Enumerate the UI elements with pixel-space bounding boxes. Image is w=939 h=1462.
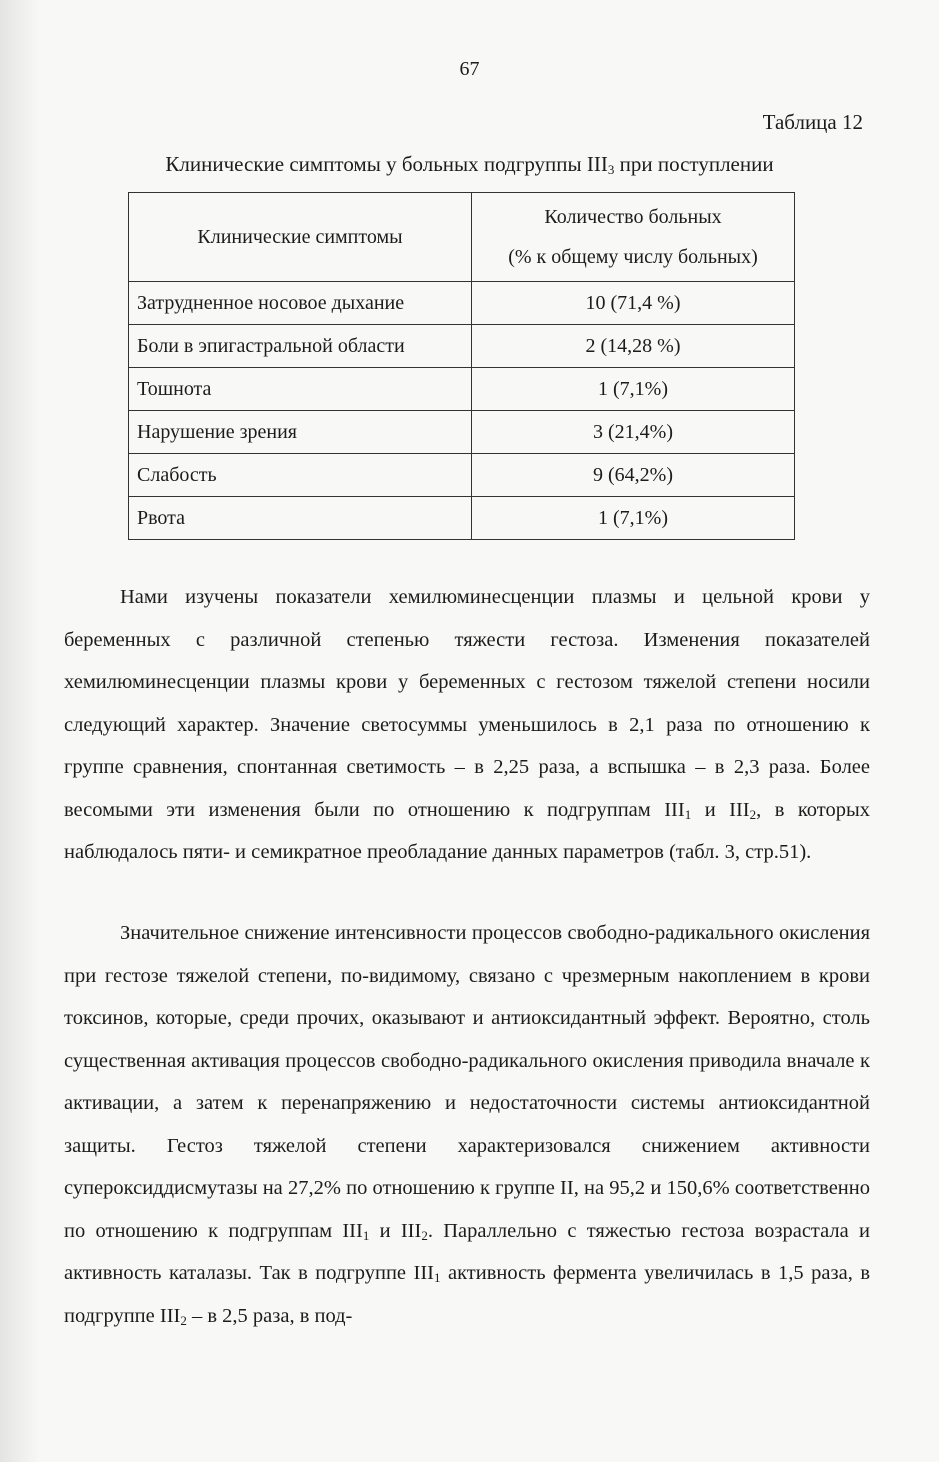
- table-row: [129, 454, 795, 497]
- text-run: и III: [691, 798, 750, 821]
- header-count-line2: (% к общему числу больных): [508, 246, 758, 268]
- paragraph-text: [64, 912, 870, 1337]
- table-row: [129, 325, 795, 368]
- scan-edge-shadow: [0, 0, 40, 1462]
- header-symptoms: Клинические симптомы: [129, 193, 472, 282]
- body-paragraph-2: [64, 912, 870, 1337]
- subscript: 2: [421, 1227, 428, 1243]
- header-count: [472, 193, 795, 282]
- count-cell: 3 (21,4%): [472, 411, 795, 454]
- paragraph-text: [64, 576, 870, 874]
- table-row: [129, 368, 795, 411]
- symptom-cell: Затрудненное носовое дыхание: [129, 282, 472, 325]
- text-run: , в которых наблюдалось пяти- и семикратное преобладание данных параметров (табл. 3, стр.51).: [64, 798, 870, 863]
- subscript: 1: [684, 806, 692, 822]
- text-run: и III: [369, 1219, 422, 1242]
- table-row: [129, 411, 795, 454]
- table-title-text: Клинические симптомы у больных подгруппы III: [165, 152, 608, 176]
- count-cell: 1 (7,1%): [472, 368, 795, 411]
- table-header-row: [129, 193, 795, 282]
- symptom-cell: Слабость: [129, 454, 472, 497]
- count-cell: 9 (64,2%): [472, 454, 795, 497]
- page-number: 67: [459, 58, 480, 80]
- table-title: [0, 152, 939, 177]
- text-run: Нами изучены показатели хемилюминесценции плазмы и цельной крови у беременных с различной степенью тяжести гестоза. Изменения показателей хемилюминесценции плазмы крови у беременных с гестозом тяжелой степени носили следующий характер. Значение светосуммы уменьшилось в 2,1 раза по отношению к группе сравнения, спонтанная светимость – в 2,25 раза, а вспышка – в 2,3 раза. Более весомыми эти изменения были по отношению к подгруппам III: [64, 586, 870, 821]
- count-cell: 2 (14,28 %): [472, 325, 795, 368]
- text-run: активность фермента увеличилась в 1,5 раза, в подгруппе III: [64, 1262, 870, 1327]
- text-run: . Параллельно с тяжестью гестоза возрастала и активность каталазы. Так в подгруппе III: [64, 1219, 871, 1284]
- symptom-cell: Рвота: [129, 497, 472, 540]
- table-title-text-end: при поступлении: [614, 152, 774, 176]
- subscript: 2: [180, 1312, 187, 1328]
- symptoms-table: [128, 192, 795, 540]
- subscript: 1: [434, 1270, 441, 1285]
- table-title-subscript: 3: [607, 162, 615, 177]
- table-label: Таблица 12: [762, 110, 863, 134]
- subscript: 1: [362, 1227, 370, 1243]
- text-run: Значительное снижение интенсивности процессов свободно-радикального окисления при гестозе тяжелой степени, по-видимому, связано с чрезмерным накоплением в крови токсинов, которые, среди прочих, оказывают и антиоксидантный эффект. Вероятно, столь существенная активация процессов свободно-радикального окисления приводила вначале к активации, а затем к перенапряжению и недостаточности системы антиоксидантной защиты. Гестоз тяжелой степени характеризовался снижением активности супероксиддисмутазы на 27,2% по отношению к группе II, на 95,2 и 150,6% соответственно по отношению к подгруппам III: [64, 922, 870, 1242]
- count-cell: 10 (71,4 %): [472, 282, 795, 325]
- symptom-cell: Тошнота: [129, 368, 472, 411]
- text-run: – в 2,5 раза, в под-: [186, 1304, 353, 1327]
- body-paragraph-1: [64, 576, 870, 874]
- count-cell: 1 (7,1%): [472, 497, 795, 540]
- symptom-cell: Боли в эпигастральной области: [129, 325, 472, 368]
- table-row: [129, 497, 795, 540]
- table-row: [129, 282, 795, 325]
- symptom-cell: Нарушение зрения: [129, 411, 472, 454]
- header-count-line1: Количество больных: [544, 206, 722, 228]
- subscript: 2: [749, 806, 757, 822]
